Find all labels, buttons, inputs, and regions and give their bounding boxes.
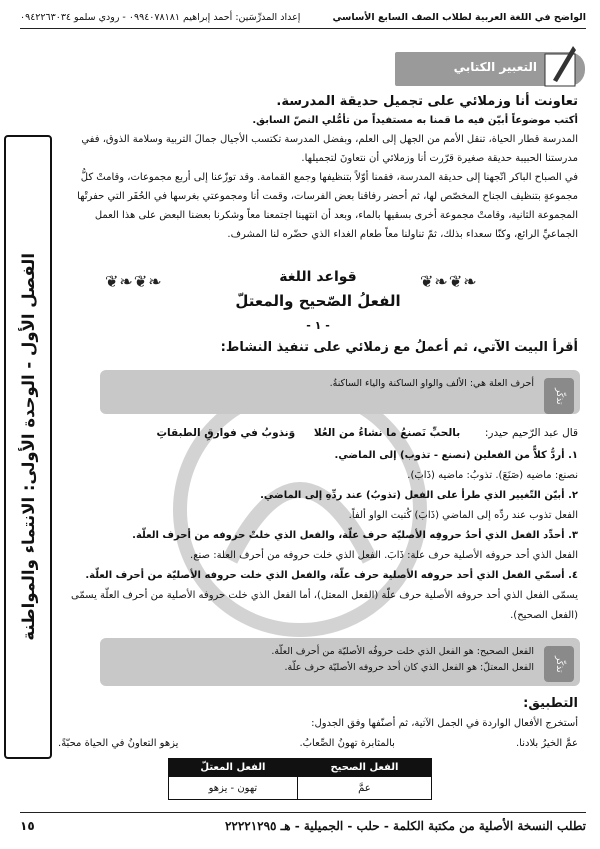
remember-box-2: [100, 638, 580, 686]
sentence: يزهو التعاونُ في الحياة محبّةً.: [58, 738, 179, 749]
application-heading: التطبيق:: [523, 696, 578, 711]
footer-text: تطلب النسخة الأصلية من مكتبة الكلمة - حلب - الجميلية - هـ ٢٢٢٢١٢٩٥: [224, 819, 586, 833]
grammar-lesson-number: - ١ -: [306, 319, 330, 332]
writing-title: تعاونت أنا وزملائي على تجميل حديقة المدرسة.: [276, 94, 578, 109]
application-section: [58, 694, 578, 754]
application-task: أستخرج الأفعال الواردة في الجمل الآتية، ثم أصنّفها وفق الجدول:: [311, 718, 578, 729]
header-title: الواضح في اللغة العربية لطلاب الصف السابع الأساسي: [332, 11, 586, 23]
remember-definitions: [114, 644, 534, 676]
table-row: [169, 777, 432, 800]
writing-banner-label: التعبير الكتابي: [453, 60, 537, 74]
verse-left: وَنذوبُ في فوارقِ الطبقاتِ: [156, 427, 296, 439]
grammar-instruction: أقرأ البيت الآتي، ثم أعملُ مع زملائي على تنفيذ النشاط:: [220, 340, 578, 355]
column-header: الفعل الصحيح: [297, 759, 431, 777]
application-sentences: [58, 734, 578, 754]
writing-paragraph: المدرسة قطار الحياة، تنقل الأمم من الجهل إلى العلم، وبفضل المدرسة تكتسب الأجيال جمالَ التربية وسلامة الذوق، ففي مدرستنا الحبيبة حديقة صغيرة قرّرت أنا وزملائي أن نتعاونَ لتجميلها.: [81, 134, 578, 164]
question-item: ١. أردُّ كلاًّ من الفعلين (نصنع - تذوب) إلى الماضي.: [334, 450, 578, 461]
quill-pen-icon: [543, 46, 579, 90]
answer-item: الفعل الذي أحد حروفه الأصلية حرف علة: ذَابَ. الفعل الذي خلت حروفه من أحرف العلة: صنع.: [190, 550, 578, 561]
column-header: الفعل المعتلّ: [169, 759, 298, 777]
table-cell: عمَّ: [297, 777, 431, 800]
answer-item: يسمّى الفعل الذي أحد حروفه الأصلية حرف علّة (الفعل المعتل)، أما الفعل الذي خلت حروفه الأصلية من أحرف العلّة يسمّى (الفعل الصحيح).: [71, 590, 578, 621]
verse-right: بالحبِّ نَصنعُ ما نشاءُ من العُلا: [313, 427, 461, 439]
verse-block: [58, 424, 578, 443]
verse-intro: قال عبد الرّحيم حيدر:: [484, 427, 578, 439]
grammar-items: [58, 446, 578, 626]
side-label-frame: [4, 135, 52, 759]
side-label: الفصل الأول - الوحدة الأولى: الانتماء والمواطنة: [18, 253, 38, 641]
definition-sound-verb: الفعل الصحيح: هو الفعل الذي خلت حروفُه الأصليّة من أحرف العلّة.: [271, 646, 534, 657]
remember-text: أحرف العلة هي: الألف والواو الساكنة والياء الساكنةُ.: [329, 378, 534, 389]
page-header: [20, 6, 586, 29]
question-item: ٢. أبيّن التّغيير الذي طرأ على الفعل (تذوبُ) عند ردِّهِ إلى الماضي.: [260, 490, 578, 501]
definition-weak-verb: الفعل المعتلّ: هو الفعل الذي كان أحد حروفه الأصليّة حرف علّة.: [284, 662, 534, 673]
writing-section: [58, 92, 578, 244]
sentence: بالمثابرة تهونُ الصِّعابُ.: [299, 738, 395, 749]
page-footer: [20, 812, 586, 839]
answer-item: نصنع: ماضيه (صَنَعَ). تذوبُ: ماضيه (ذَابَ).: [407, 470, 578, 481]
remember-tag: تذكّر: [544, 646, 574, 682]
grammar-section-title: قواعد اللغة: [279, 269, 357, 285]
leaf-ornament-right: ❦❧❦❧: [420, 272, 478, 291]
header-author: إعداد المدرِّسَين: أحمد إبراهيم ٠٩٩٤٠٧٨١٨١ - رودي سلمو ٠٩٤٢٢٦٣٠٣٤: [20, 11, 301, 23]
writing-paragraph: في الصباح الباكر اتّجهنا إلى حديقة المدرسة، فقمنا أوّلاً بتنظيفها وجمع القمامة. وقد توزّعنا إلى أربع مجموعات، وقامتْ كلُّ مجموعةٍ بتنظيف الجناح المخصّص لها، ثم أحضر رفاقنا بعض الفرسات، وقمت أنا ومجموعتي بغرسها في الحُفَر التي حفرتْها المجموعة الثانية، وقامتْ مجموعة أخرى بسقيها بالماء، وبعد أن انتهينا اجتمعنا معاً وشكرنا بعضنا البعض على هذا العمل الجماعيِّ الرائع، وكنّا سعداء بذلك، ثمّ تناولنا معاً طعام الغداء الذي حضّره لنا المشرف.: [77, 172, 578, 240]
sentence: عمَّ الخيرُ بلادنا.: [515, 738, 578, 749]
table-header-row: [169, 759, 432, 777]
leaf-ornament-left: ❦❧❦❧: [105, 272, 163, 291]
page-number: ١٥: [20, 819, 35, 833]
verb-classification-table: [168, 758, 432, 800]
remember-box-1: [100, 370, 580, 414]
question-item: ٤. أسمّي الفعل الذي أحد حروفه الأصلية حرف علّة، والفعل الذي خلت حروفه الأصليّة من أحرف العلّة.: [85, 570, 578, 581]
answer-item: الفعل تذوب عند ردِّه إلى الماضي (ذَابَ) كُتبت الواو ألفاً.: [348, 510, 578, 521]
writing-banner: [395, 52, 585, 86]
question-item: ٣. أحدِّد الفعل الذي أحدُ حروفِه الأصليّة حرف علّة، والفعل الذي خلتْ حروفه من أحرف العلّة.: [132, 530, 578, 541]
table-cell: تهون - يزهو: [169, 777, 298, 800]
grammar-lesson-title: الفعلُ الصّحيح والمعتلّ: [235, 292, 401, 310]
writing-task: أكتب موضوعاً أبيّن فيه ما قمنا به مستفيداً من تأمُّلي النصّ السابق.: [252, 115, 578, 126]
remember-tag: تذكّر: [544, 378, 574, 414]
